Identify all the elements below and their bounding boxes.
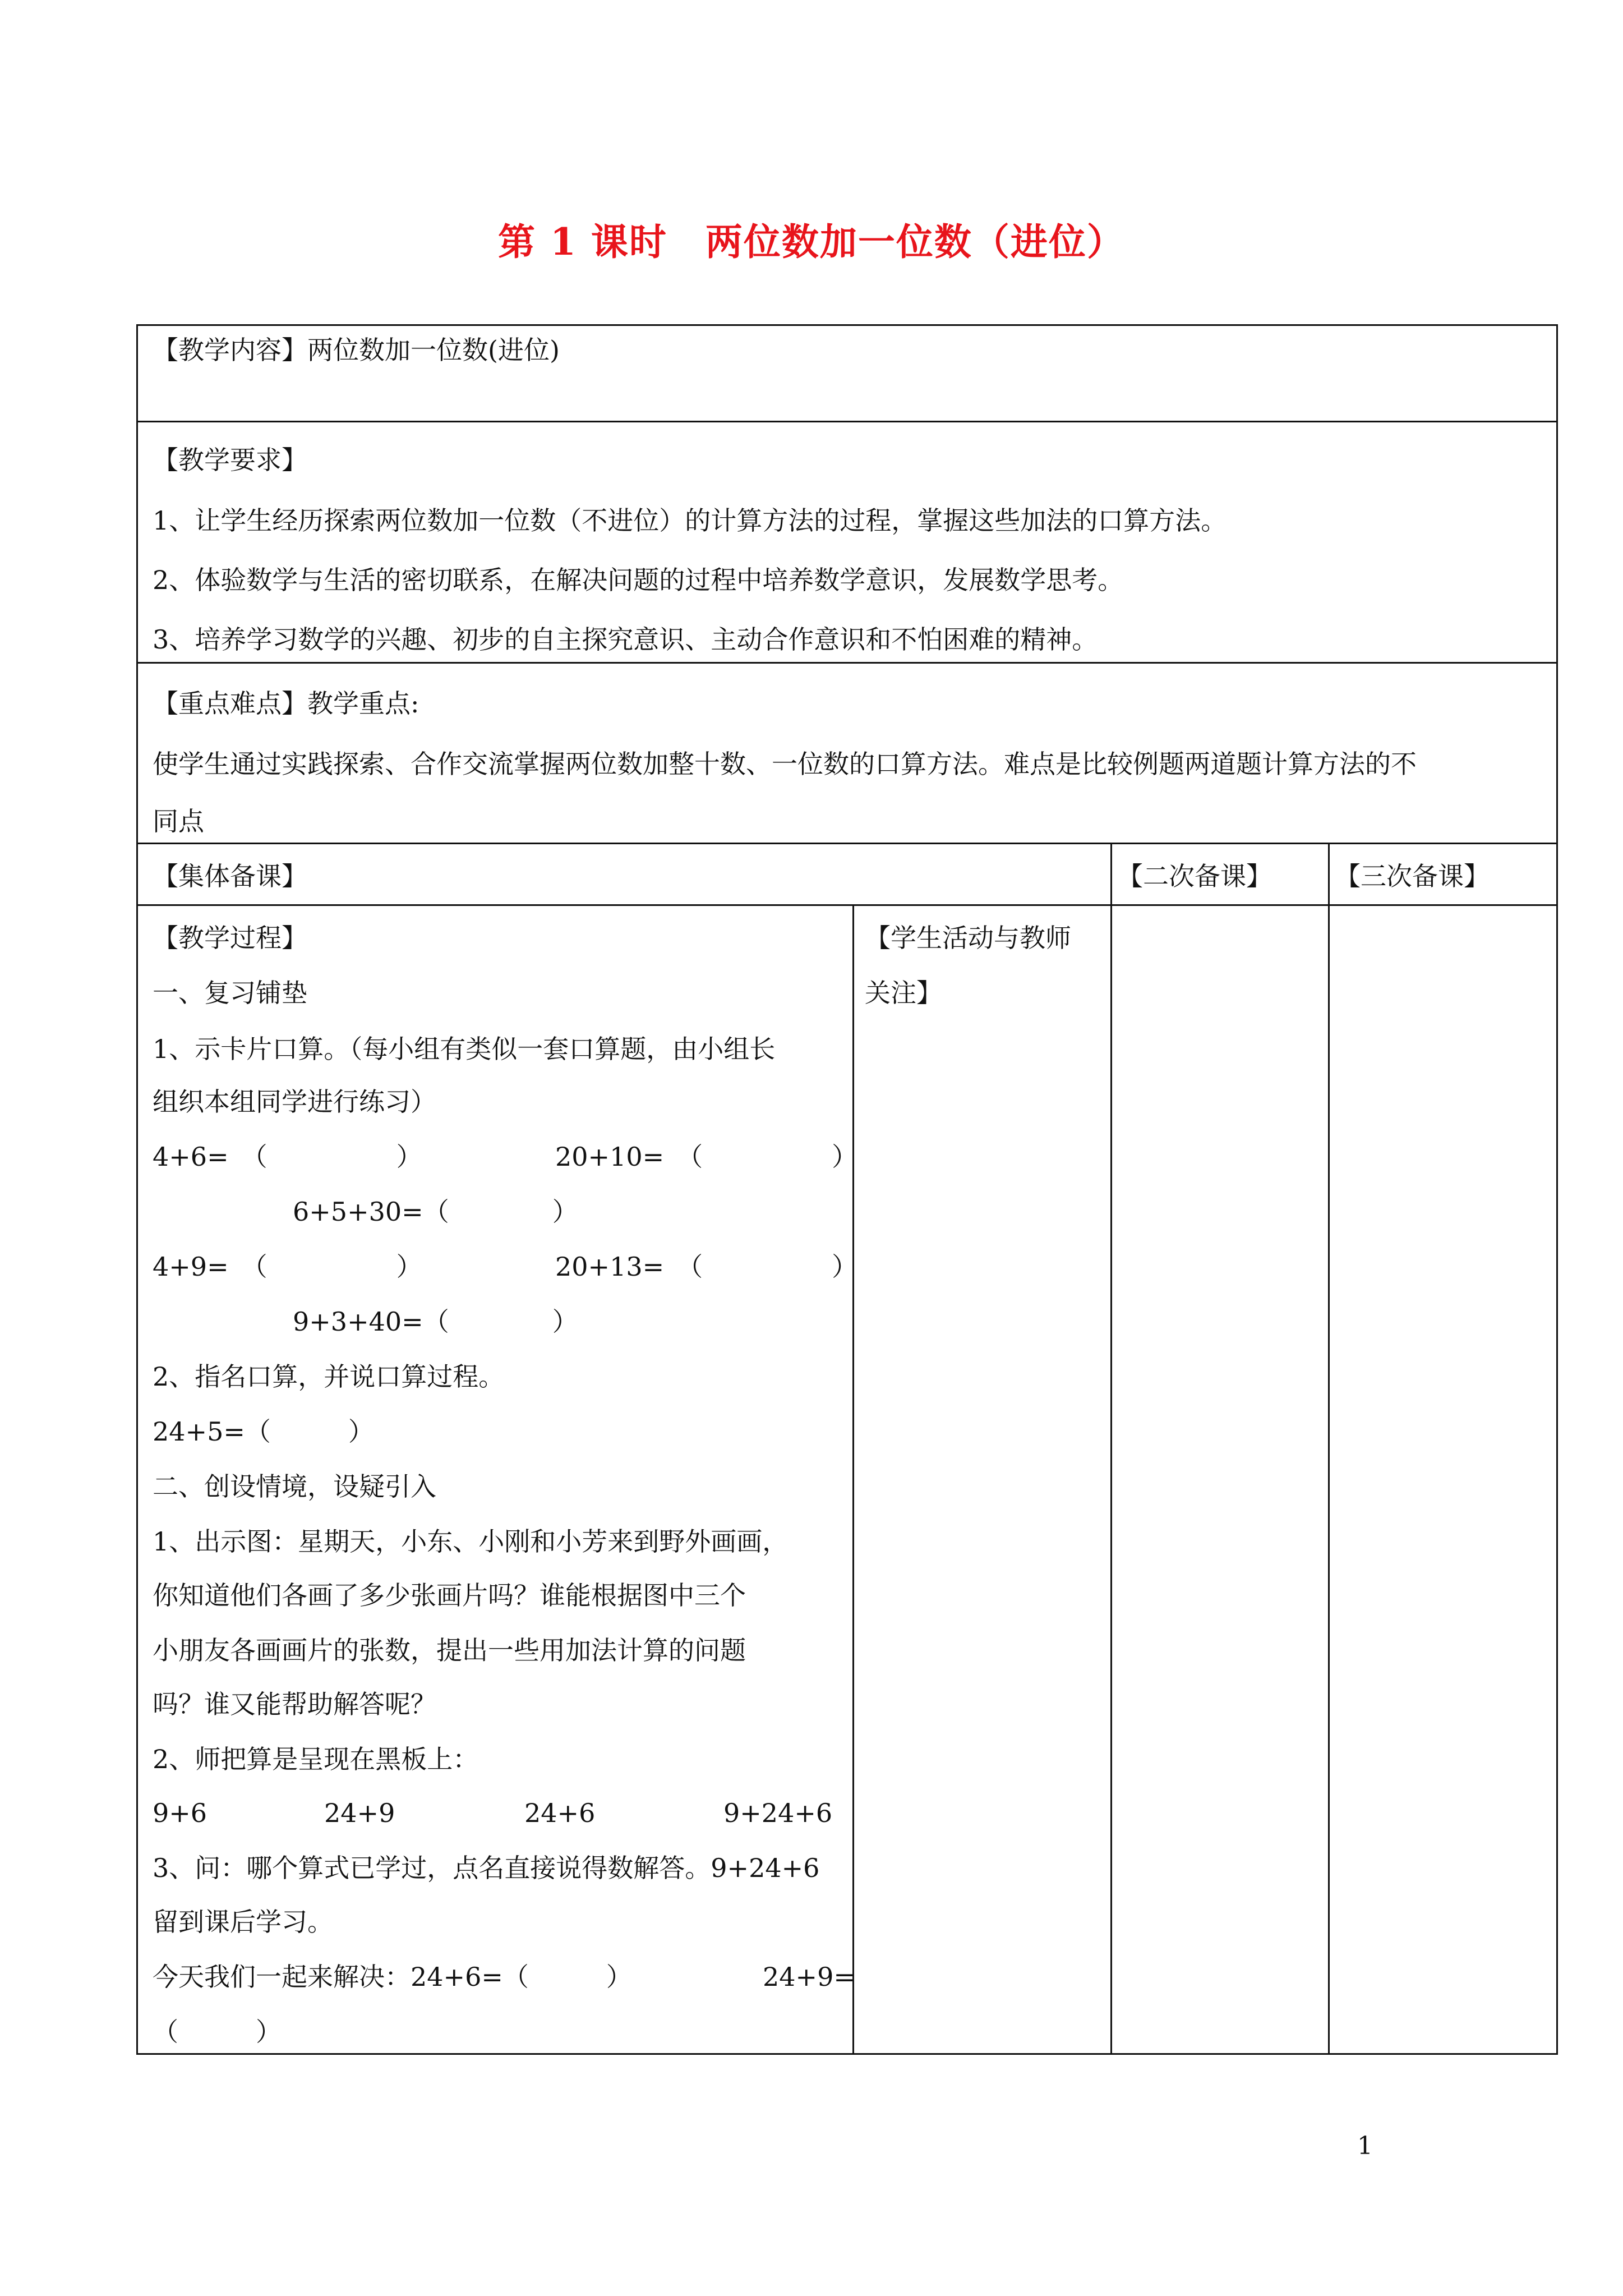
second-prep-header: 【二次备课】: [1117, 861, 1272, 891]
arithmetic-item: 9+3+40=（ ）: [293, 1306, 578, 1337]
page-number: 1: [1357, 2132, 1373, 2160]
table-border-left: [136, 324, 138, 2055]
expression: 24+6: [524, 1798, 596, 1828]
column-divider: [1328, 843, 1330, 2054]
student-activity-heading: 【学生活动与教师: [865, 923, 1071, 953]
arithmetic-item: 24+5=（ ）: [153, 1416, 374, 1447]
expression: 24+9=: [763, 1962, 855, 1992]
paragraph: 小朋友各画画片的张数，提出一些用加法计算的问题: [153, 1635, 746, 1665]
section-heading: 二、创设情境，设疑引入: [153, 1471, 436, 1502]
paragraph: 1、示卡片口算。（每小组有类似一套口算题，由小组长: [153, 1034, 776, 1064]
keypoints-heading: 【重点难点】教学重点:: [153, 688, 419, 719]
expression: 9+6: [153, 1798, 208, 1828]
paragraph: 3、问：哪个算式已学过，点名直接说得数解答。9+24+6: [153, 1853, 820, 1883]
collective-prep-header: 【集体备课】: [153, 861, 307, 891]
row-divider: [136, 421, 1558, 422]
column-divider: [852, 904, 854, 2054]
requirement-item: 1、让学生经历探索两位数加一位数（不进位）的计算方法的过程，掌握这些加法的口算方法。: [153, 505, 1227, 536]
row-divider: [136, 662, 1558, 664]
paragraph: 留到课后学习。: [153, 1907, 333, 1937]
paragraph: 2、师把算是呈现在黑板上：: [153, 1744, 479, 1774]
section-heading: 一、复习铺垫: [153, 978, 307, 1008]
row-divider: [136, 904, 1558, 906]
keypoints-text: 使学生通过实践探索、合作交流掌握两位数加整十数、一位数的口算方法。难点是比较例题两道题计算方法的不: [153, 749, 1417, 779]
expression: 24+9: [324, 1798, 395, 1828]
process-heading: 【教学过程】: [153, 923, 307, 953]
paragraph: 今天我们一起来解决：24+6=（ ）: [153, 1962, 632, 1992]
requirements-heading: 【教学要求】: [153, 445, 307, 475]
page-title: 第 1 课时 两位数加一位数（进位）: [498, 220, 1125, 264]
teaching-content: 【教学内容】两位数加一位数(进位): [153, 335, 560, 365]
keypoints-text: 同点: [153, 806, 204, 836]
paragraph: 1、出示图：星期天，小东、小刚和小芳来到野外画画，: [153, 1526, 789, 1557]
arithmetic-item: 20+13= （ ）: [555, 1251, 858, 1282]
column-divider: [1110, 843, 1112, 2054]
arithmetic-item: 4+6= （ ）: [153, 1142, 422, 1172]
arithmetic-item: 4+9= （ ）: [153, 1251, 422, 1282]
row-divider: [136, 843, 1558, 844]
table-border-top: [136, 324, 1558, 326]
student-activity-heading: 关注】: [865, 978, 942, 1008]
table-border-right: [1556, 324, 1558, 2055]
third-prep-header: 【三次备课】: [1335, 861, 1490, 891]
answer-blank: （ ）: [153, 2017, 282, 2047]
arithmetic-item: 6+5+30=（ ）: [293, 1197, 578, 1227]
table-border-bottom: [136, 2053, 1558, 2055]
paragraph: 组织本组同学进行练习）: [153, 1087, 436, 1117]
arithmetic-item: 20+10= （ ）: [555, 1142, 858, 1172]
expression: 9+24+6: [723, 1798, 833, 1828]
requirement-item: 2、体验数学与生活的密切联系，在解决问题的过程中培养数学意识，发展数学思考。: [153, 565, 1124, 595]
paragraph: 吗？谁又能帮助解答呢？: [153, 1689, 436, 1719]
paragraph: 你知道他们各画了多少张画片吗？谁能根据图中三个: [153, 1580, 746, 1611]
paragraph: 2、指名口算，并说口算过程。: [153, 1361, 505, 1392]
requirement-item: 3、培养学习数学的兴趣、初步的自主探究意识、主动合作意识和不怕困难的精神。: [153, 624, 1098, 655]
